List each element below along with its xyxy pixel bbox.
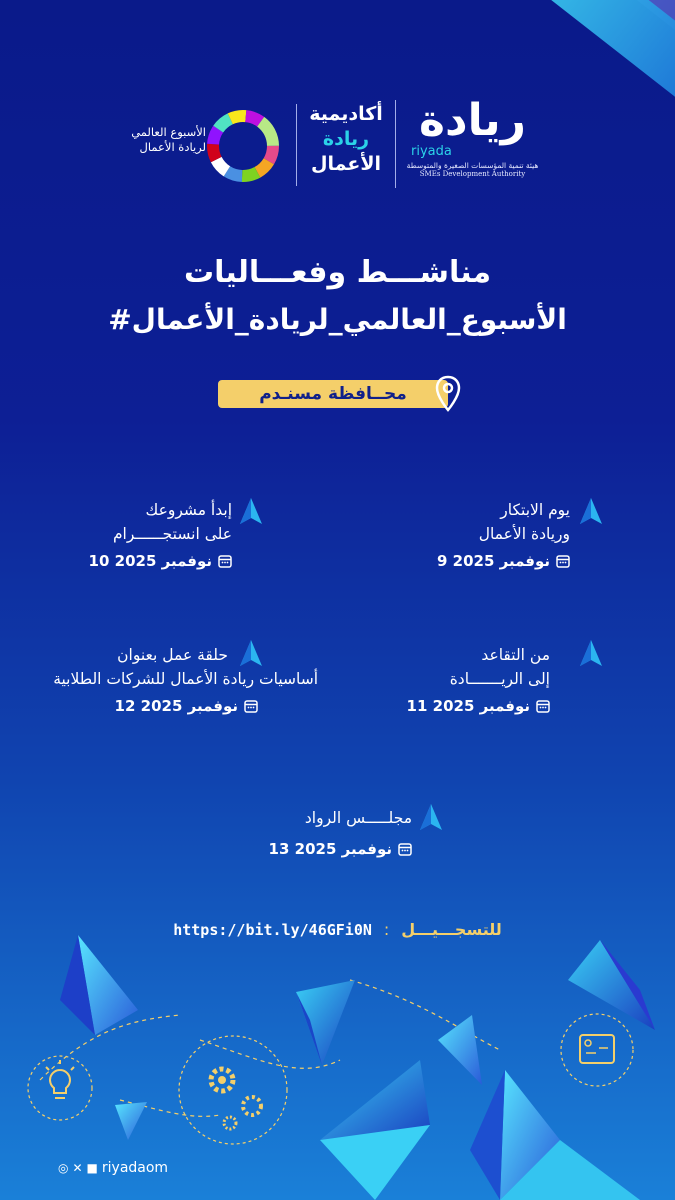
event-title-line1: من التقاعد [481, 646, 550, 664]
event-bullet-icon [580, 640, 602, 668]
riyada-logo [405, 95, 540, 178]
event-title-line2: أساسيات ريادة الأعمال للشركات الطلابية [53, 670, 318, 688]
academy-line2: ريادة [322, 128, 370, 150]
calendar-icon [218, 554, 232, 568]
registration-label: للتسجـــيـــل [401, 920, 502, 939]
calendar-icon [556, 554, 570, 568]
riyada-subtitle-ar: هيئة تنمية المؤسسات الصغيرة والمتوسطة [406, 161, 539, 170]
header-divider [395, 100, 396, 188]
event-title-line2: على انستجــــــرام [112, 525, 232, 543]
event-date-text: 9 نوفمبر 2025 [436, 552, 550, 570]
x-icon[interactable]: ✕ [72, 1161, 83, 1175]
event-title-line1: إبدأ مشروعك [145, 501, 232, 519]
riyada-logo-arabic: ريادة [419, 95, 526, 146]
location-pin-icon [434, 375, 462, 413]
registration-separator: : [383, 920, 390, 939]
event-bullet-icon [420, 804, 442, 832]
academy-line3: الأعمال [311, 153, 381, 175]
event-item [270, 498, 570, 570]
social-handle [58, 1160, 168, 1176]
page-title: مناشـــط وفعـــاليات [183, 255, 492, 290]
academy-logo [305, 102, 387, 177]
gew-ring-logo [205, 108, 281, 184]
gew-text-line1: الأسبوع العالمي [131, 125, 206, 139]
calendar-icon [244, 699, 258, 713]
event-item [0, 498, 232, 570]
event-date-text: 12 نوفمبر 2025 [114, 697, 238, 715]
event-date [18, 697, 318, 715]
riyada-logo-english: riyada [411, 144, 452, 159]
gew-logo-text [128, 125, 206, 155]
event-bullet-icon [580, 498, 602, 526]
registration-link[interactable]: https://bit.ly/46GFi0N [173, 920, 372, 939]
event-title-line2: وريادة الأعمال [478, 525, 570, 543]
event-item [112, 806, 412, 858]
social-handle-text: riyadaom [101, 1160, 169, 1176]
event-date-text: 13 نوفمبر 2025 [268, 840, 392, 858]
header-divider [296, 104, 297, 186]
event-date [0, 552, 232, 570]
decorative-shapes [0, 920, 675, 1200]
event-item [18, 643, 318, 715]
calendar-icon [398, 842, 412, 856]
facebook-icon[interactable]: ■ [86, 1161, 98, 1175]
event-title-line1: مجلـــــس الرواد [304, 809, 412, 827]
instagram-icon[interactable]: ◎ [58, 1161, 69, 1175]
riyada-subtitle-en: SMEs Development Authority [419, 170, 526, 178]
hashtag-title: #الأسبوع_العالمي_لريادة_الأعمال [108, 303, 567, 336]
academy-line1: أكاديمية [309, 103, 383, 125]
event-bullet-icon [240, 498, 262, 526]
event-title-line1: يوم الابتكار [500, 501, 570, 519]
event-date-text: 11 نوفمبر 2025 [406, 697, 530, 715]
event-title-line2: إلى الريـــــــادة [449, 670, 550, 688]
calendar-icon [536, 699, 550, 713]
event-date-text: 10 نوفمبر 2025 [88, 552, 212, 570]
event-date [270, 552, 570, 570]
event-title-line1: حلقة عمل بعنوان [117, 646, 228, 664]
event-date [112, 840, 412, 858]
location-badge: محــافظة مسنـدم [218, 380, 448, 408]
gew-text-line2: لريادة الأعمال [139, 140, 206, 154]
